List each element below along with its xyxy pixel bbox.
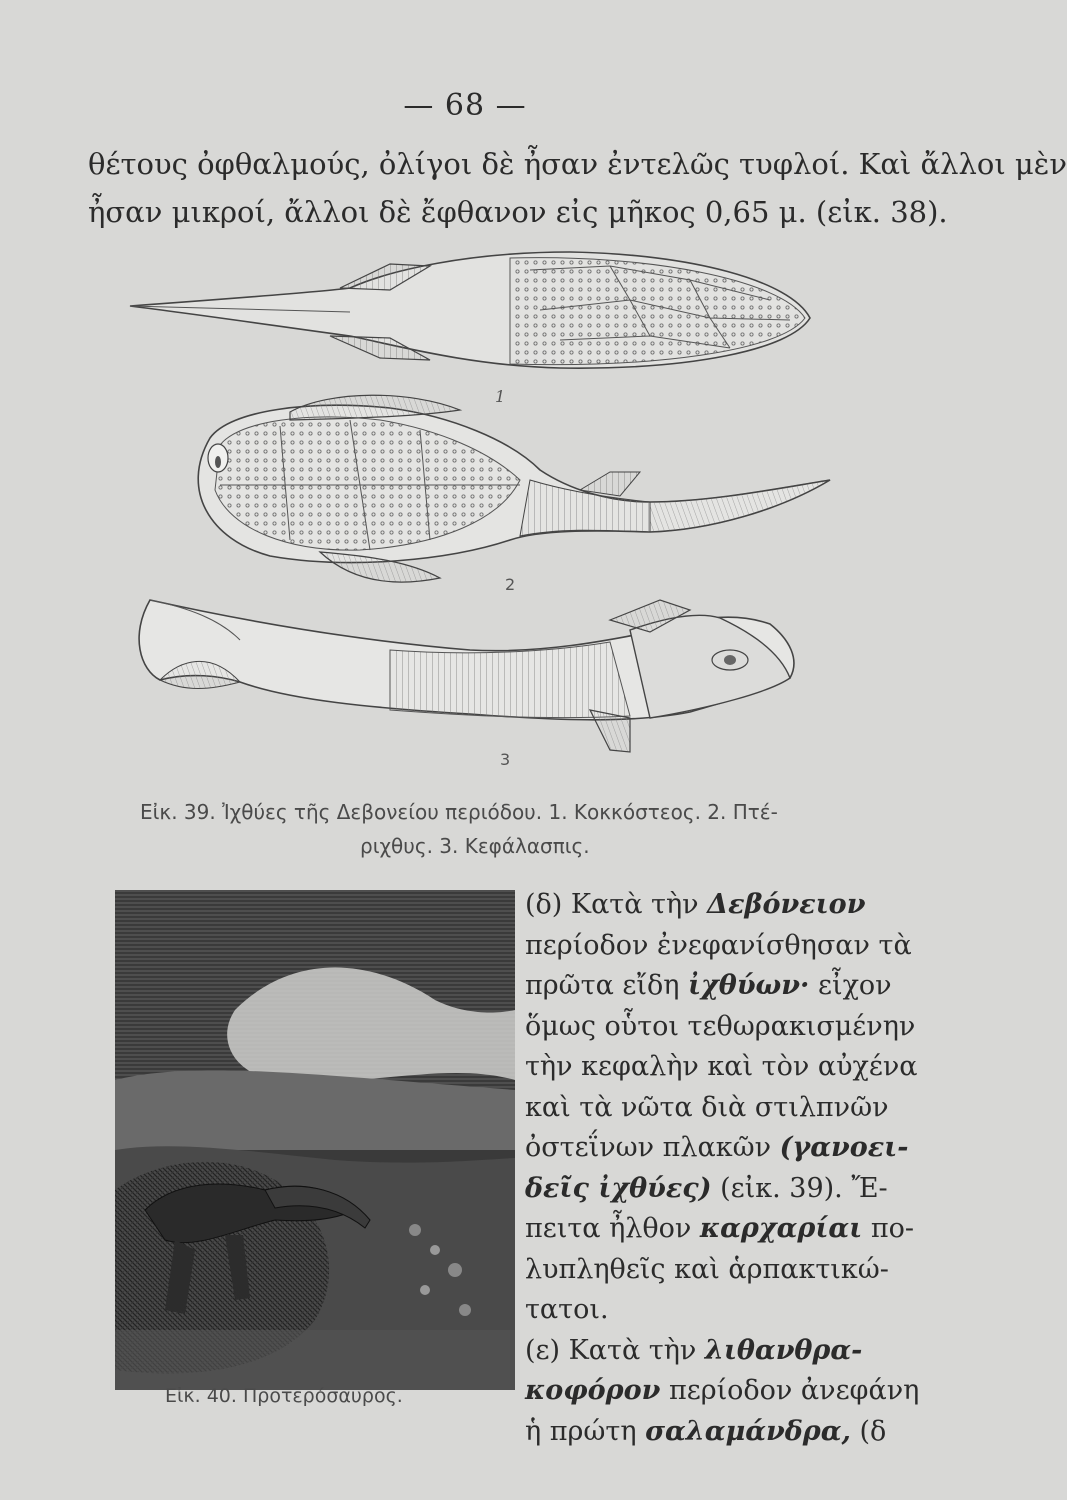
text-line: τατοι. xyxy=(525,1294,609,1325)
text-line xyxy=(525,1169,920,1210)
text-span: (εἰκ. 39). Ἔ- xyxy=(711,1172,888,1204)
emphasis: λιθανθρα- xyxy=(704,1334,863,1366)
text-line: ὅμως οὗτοι τεθωρακισμένην xyxy=(525,1010,916,1042)
emphasis: Δεβόνειον xyxy=(707,889,866,920)
emphasis: ἰχθύων· xyxy=(687,970,810,1001)
figure-39-caption xyxy=(140,795,840,863)
emphasis: δεῖς ἰχθύες) xyxy=(525,1172,712,1204)
emphasis: κοφόρον xyxy=(525,1375,661,1406)
text-span: (δ xyxy=(850,1415,887,1447)
text-span: πειτα ἦλθον xyxy=(525,1213,700,1244)
top-paragraph xyxy=(88,140,1067,236)
figure-40-caption: Εἰκ. 40. Προτερόσαυρος. xyxy=(165,1385,403,1407)
text-line: περίοδον ἐνεφανίσθησαν τὰ xyxy=(525,929,912,961)
text-span: εἶχον xyxy=(809,970,892,1001)
text-span: πο- xyxy=(862,1213,914,1244)
text-line xyxy=(525,885,920,926)
text-line xyxy=(525,1331,920,1372)
figure-label-2: 2 xyxy=(505,575,516,594)
caption-line: ριχθυς. 3. Κεφάλασπις. xyxy=(360,834,590,858)
text-span: ὀστεΐνων πλακῶν xyxy=(525,1132,780,1163)
text-span: (ε) Κατὰ τὴν xyxy=(525,1334,705,1366)
figure-40-illustration xyxy=(115,890,515,1390)
figure-39-illustration xyxy=(90,240,850,780)
emphasis: καρχαρίαι xyxy=(699,1213,863,1244)
text-line: θέτους ὀφθαλμούς, ὀλίγοι δὲ ἦσαν ἐντελῶς τυφλοί. Καὶ ἄλλοι μὲν xyxy=(88,147,1067,181)
page-number: — 68 — xyxy=(403,88,527,123)
text-line: καὶ τὰ νῶτα διὰ στιλπνῶν xyxy=(525,1091,889,1123)
right-column-text xyxy=(525,885,920,1452)
text-span: (δ) Κατὰ τὴν xyxy=(525,889,708,920)
caption-line: Εἰκ. 39. Ἰχθύες τῆς Δεβονείου περιόδου. 1. Κοκκόστεος. 2. Πτέ- xyxy=(140,800,778,824)
text-line: τὴν κεφαλὴν καὶ τὸν αὐχένα xyxy=(525,1051,918,1082)
text-line xyxy=(525,1128,920,1169)
text-line: ἦσαν μικροί, ἄλλοι δὲ ἔφθανον εἰς μῆκος 0,65 μ. (εἰκ. 38). xyxy=(88,195,948,229)
text-line xyxy=(525,1371,920,1412)
fish-coccosteus xyxy=(130,252,810,368)
figure-label-3: 3 xyxy=(500,750,511,769)
figure-label-1: 1 xyxy=(495,387,506,406)
text-span: ἡ πρώτη xyxy=(525,1415,646,1447)
text-span: πρῶτα εἴδη xyxy=(525,970,688,1001)
fish-pterichthys xyxy=(198,395,830,594)
text-span: περίοδον ἀνεφάνη xyxy=(660,1375,920,1406)
fish-cephalaspis xyxy=(139,600,794,769)
emphasis: σαλαμάνδρα, xyxy=(645,1415,851,1447)
emphasis: (γανοει- xyxy=(779,1132,909,1163)
text-line xyxy=(525,1209,920,1250)
text-line: λυπληθεῖς καὶ ἁρπακτικώ- xyxy=(525,1253,889,1285)
text-line xyxy=(525,966,920,1007)
text-line xyxy=(525,1412,920,1453)
